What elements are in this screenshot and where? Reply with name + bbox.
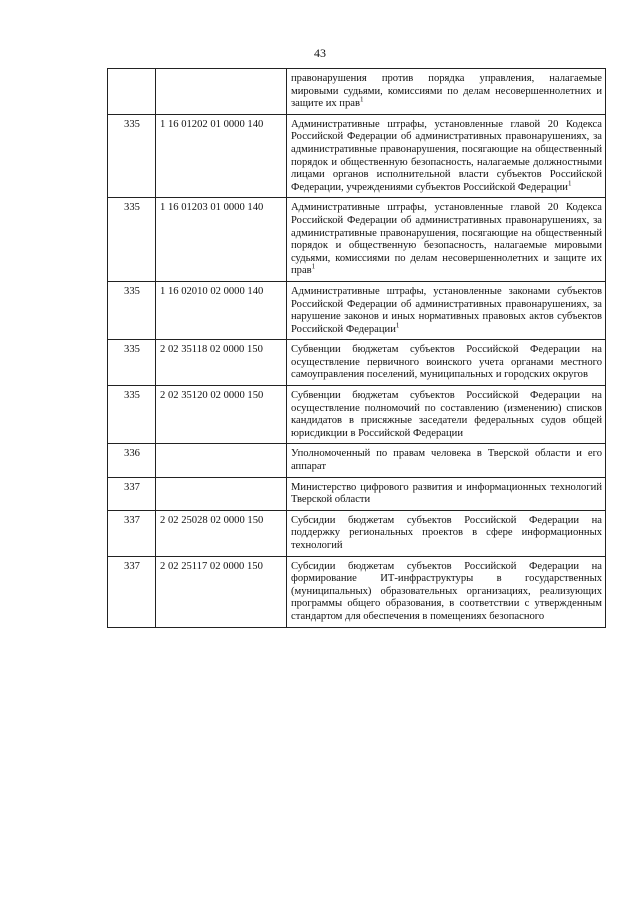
table-row (108, 114, 606, 198)
footnote-marker: 1 (395, 321, 400, 330)
revenue-codes-table (107, 68, 606, 628)
admin-code-cell: 337 (108, 477, 156, 510)
table-row (108, 386, 606, 444)
budget-classification-code-cell: 1 16 01202 01 0000 140 (156, 114, 287, 198)
budget-classification-code-cell: 1 16 01203 01 0000 140 (156, 198, 287, 282)
description-text: Субсидии бюджетам субъектов Российской Федерации на поддержку региональных проектов в сфере информационных технологий (291, 514, 602, 551)
admin-code-cell: 335 (108, 281, 156, 339)
page-number: 43 (314, 46, 326, 60)
description-cell (287, 444, 606, 477)
table-row (108, 444, 606, 477)
table-body (108, 69, 606, 628)
budget-classification-code-cell: 1 16 02010 02 0000 140 (156, 281, 287, 339)
table-row (108, 556, 606, 627)
footnote-marker: 1 (567, 179, 572, 188)
budget-classification-code-cell (156, 477, 287, 510)
footnote-marker: 1 (359, 95, 364, 104)
description-cell (287, 281, 606, 339)
budget-classification-code-cell: 2 02 35120 02 0000 150 (156, 386, 287, 444)
description-text: Уполномоченный по правам человека в Тверской области и его аппарат (291, 448, 602, 473)
table-row (108, 198, 606, 282)
table-row (108, 69, 606, 115)
table-row (108, 340, 606, 386)
description-text: Министерство цифрового развития и информационных технологий Тверской области (291, 481, 602, 506)
description-cell (287, 556, 606, 627)
admin-code-cell (108, 69, 156, 115)
budget-classification-code-cell (156, 69, 287, 115)
description-cell (287, 510, 606, 556)
budget-classification-code-cell (156, 444, 287, 477)
table-row (108, 477, 606, 510)
table-row (108, 510, 606, 556)
description-text: Административные штрафы, установленные главой 20 Кодекса Российской Федерации об административных правонарушениях, за административные правонарушения, посягающие на общественный порядок и общественную безопасность, налагаемые должностными лицами органов исполнительной власти субъектов Российской Федерации, учреждениями субъектов Российской Федерации (291, 118, 602, 193)
table-row (108, 281, 606, 339)
description-text: Субвенции бюджетам субъектов Российской Федерации на осуществление полномочий по составлению (изменению) списков кандидатов в присяжные заседатели федеральных судов общей юрисдикции в Российской Федерации (291, 390, 602, 439)
admin-code-cell: 335 (108, 340, 156, 386)
budget-classification-code-cell: 2 02 25117 02 0000 150 (156, 556, 287, 627)
admin-code-cell: 336 (108, 444, 156, 477)
budget-classification-code-cell: 2 02 25028 02 0000 150 (156, 510, 287, 556)
description-text: Субвенции бюджетам субъектов Российской Федерации на осуществление первичного воинского учета органами местного самоуправления поселений, муниципальных и городских округов (291, 344, 602, 381)
description-cell (287, 340, 606, 386)
description-cell (287, 114, 606, 198)
footnote-marker: 1 (311, 262, 316, 271)
description-cell (287, 477, 606, 510)
description-text: Административные штрафы, установленные главой 20 Кодекса Российской Федерации об административных правонарушениях, за административные правонарушения, посягающие на общественный порядок и общественную безопасность, налагаемые мировыми судьями, комиссиями по делам несовершеннолетних и защите их прав (291, 202, 602, 277)
description-text: правонарушения против порядка управления, налагаемые мировыми судьями, комиссиями по делам несовершеннолетних и защите их прав (291, 73, 602, 110)
description-cell (287, 198, 606, 282)
admin-code-cell: 337 (108, 556, 156, 627)
description-cell (287, 69, 606, 115)
admin-code-cell: 335 (108, 114, 156, 198)
description-text: Субсидии бюджетам субъектов Российской Федерации на формирование ИТ-инфраструктуры в государственных (муниципальных) образовательных организациях, реализующих программы общего образования, в соответствии с утвержденным стандартом для обеспечения в помещениях безопасного (291, 560, 602, 622)
admin-code-cell: 335 (108, 198, 156, 282)
budget-classification-code-cell: 2 02 35118 02 0000 150 (156, 340, 287, 386)
description-cell (287, 386, 606, 444)
admin-code-cell: 337 (108, 510, 156, 556)
admin-code-cell: 335 (108, 386, 156, 444)
description-text: Административные штрафы, установленные законами субъектов Российской Федерации об административных правонарушениях, за нарушение законов и иных нормативных правовых актов субъектов Российской Федерации (291, 285, 602, 335)
